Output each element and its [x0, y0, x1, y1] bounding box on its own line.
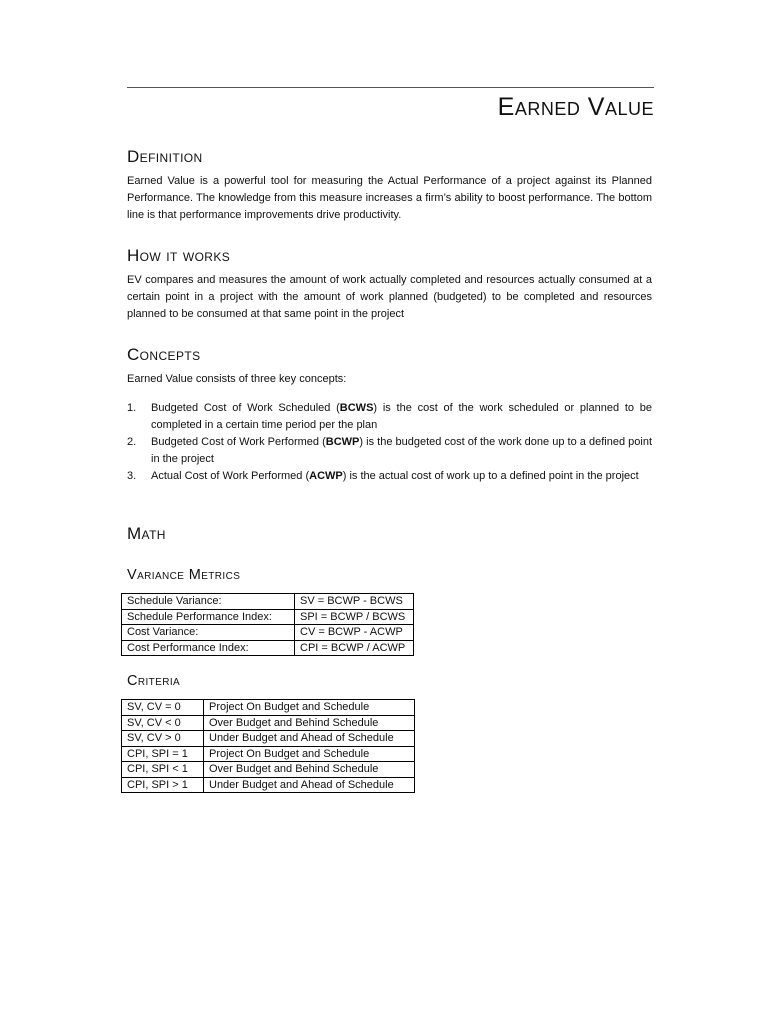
concepts-list	[127, 400, 652, 485]
table-row	[122, 700, 415, 716]
table-cell: Over Budget and Behind Schedule	[204, 762, 415, 778]
table-cell: CV = BCWP - ACWP	[295, 625, 414, 641]
definition-heading: Definition	[127, 147, 203, 166]
table-cell: SV = BCWP - BCWS	[295, 594, 414, 610]
table-cell: SV, CV > 0	[122, 731, 204, 747]
list-item	[127, 400, 652, 434]
table-cell: Project On Budget and Schedule	[204, 700, 415, 716]
list-item	[127, 468, 652, 485]
title-rule	[127, 87, 654, 88]
list-item-text-post: ) is the actual cost of work up to a defined point in the project	[342, 470, 639, 482]
list-item-text-post: ) is the cost of the work scheduled or planned to be completed in a certain time period per the plan	[151, 402, 652, 431]
table-row	[122, 731, 415, 747]
list-item-acronym: BCWS	[339, 402, 374, 414]
table-row	[122, 594, 414, 610]
table-row	[122, 746, 415, 762]
criteria-heading: Criteria	[127, 673, 181, 689]
list-item-text	[151, 402, 652, 431]
table-cell: SPI = BCWP / BCWS	[295, 609, 414, 625]
table-cell: SV, CV < 0	[122, 715, 204, 731]
list-item-number: 2.	[127, 436, 137, 448]
table-row	[122, 609, 414, 625]
table-cell: Cost Performance Index:	[122, 640, 295, 656]
list-item-text	[151, 436, 652, 465]
table-cell: Under Budget and Ahead of Schedule	[204, 777, 415, 793]
list-item-text-post: ) is the budgeted cost of the work done up to a defined point in the project	[151, 436, 653, 465]
table-cell: CPI, SPI = 1	[122, 746, 204, 762]
list-item-text-pre: Budgeted Cost of Work Performed (	[151, 436, 326, 448]
page-title: Earned Value	[497, 93, 654, 121]
criteria-table	[121, 699, 415, 793]
table-row	[122, 777, 415, 793]
definition-text: Earned Value is a powerful tool for measuring the Actual Performance of a project against its Planned Performance. The knowledge from this measure increases a firm’s ability to boost performance. The bottom line is that performance improvements drive productivity.	[127, 175, 652, 221]
list-item-number: 3.	[127, 470, 137, 482]
list-item-number: 1.	[127, 402, 137, 414]
table-row	[122, 762, 415, 778]
table-row	[122, 715, 415, 731]
table-cell: CPI = BCWP / ACWP	[295, 640, 414, 656]
how-it-works-heading: How it works	[127, 246, 231, 265]
table-cell: Schedule Variance:	[122, 594, 295, 610]
math-heading: Math	[127, 524, 166, 543]
table-cell: Schedule Performance Index:	[122, 609, 295, 625]
table-cell: SV, CV = 0	[122, 700, 204, 716]
list-item	[127, 434, 652, 468]
variance-metrics-table	[121, 593, 414, 656]
table-row	[122, 625, 414, 641]
table-cell: CPI, SPI < 1	[122, 762, 204, 778]
table-cell: CPI, SPI > 1	[122, 777, 204, 793]
list-item-text	[151, 470, 639, 482]
concepts-intro: Earned Value consists of three key concepts:	[127, 373, 347, 385]
concepts-heading: Concepts	[127, 345, 201, 364]
table-cell: Under Budget and Ahead of Schedule	[204, 731, 415, 747]
table-cell: Project On Budget and Schedule	[204, 746, 415, 762]
table-cell: Over Budget and Behind Schedule	[204, 715, 415, 731]
how-it-works-text: EV compares and measures the amount of work actually completed and resources actually consumed at a certain point in a project with the amount of work planned (budgeted) to be completed and resources planned to be consumed at that same point in the project	[127, 274, 652, 320]
list-item-text-pre: Budgeted Cost of Work Scheduled (	[151, 402, 340, 414]
table-row	[122, 640, 414, 656]
list-item-text-pre: Actual Cost of Work Performed (	[151, 470, 310, 482]
list-item-acronym: BCWP	[325, 436, 360, 448]
list-item-acronym: ACWP	[309, 470, 343, 482]
variance-metrics-heading: Variance Metrics	[127, 567, 241, 583]
table-cell: Cost Variance:	[122, 625, 295, 641]
